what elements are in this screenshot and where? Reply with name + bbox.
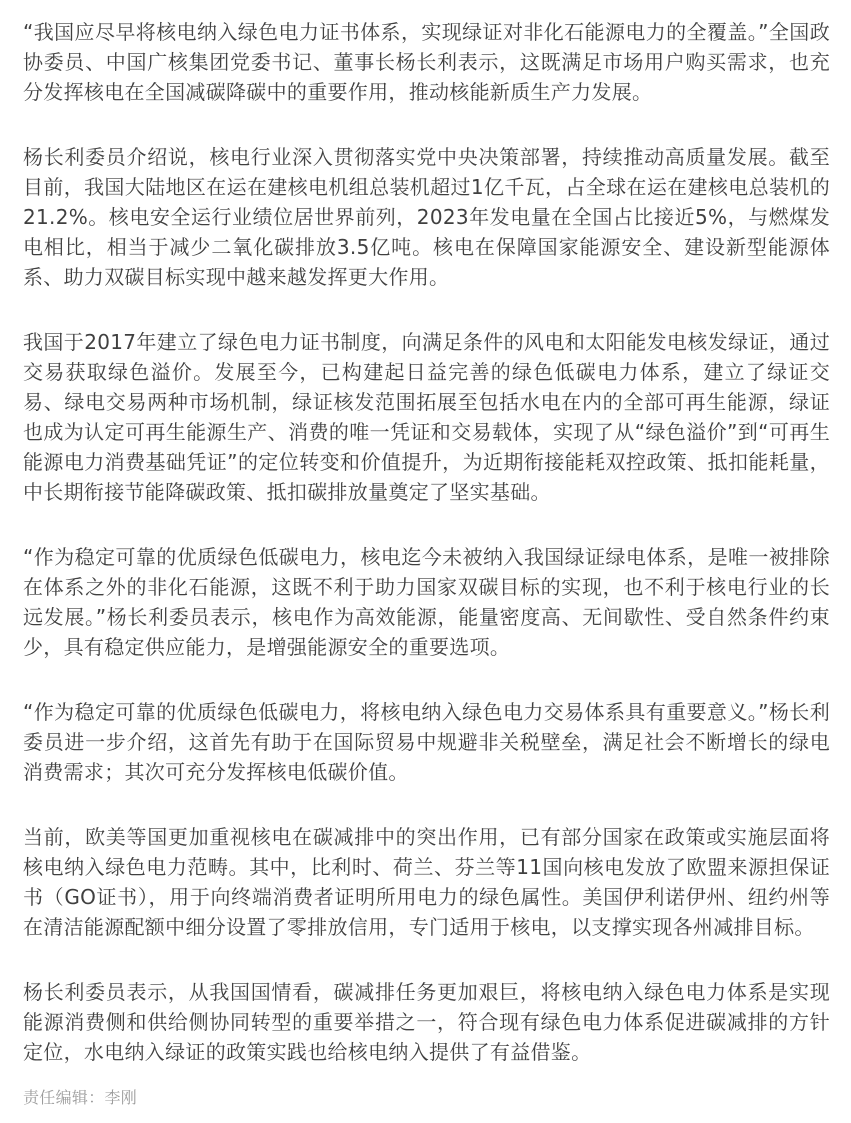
article-paragraph-5: “作为稳定可靠的优质绿色低碳电力，将核电纳入绿色电力交易体系具有重要意义。”杨长利委员进一步介绍，这首先有助于在国际贸易中规避非关税壁垒，满足社会不断增长的绿电消费需求；其次可充分发挥核电低碳价值。	[23, 700, 830, 784]
article-paragraph-6: 当前，欧美等国更加重视核电在碳减排中的突出作用，已有部分国家在政策或实施层面将核电纳入绿色电力范畴。其中，比利时、荷兰、芬兰等11国向核电发放了欧盟来源担保证书（GO证书），用于向终端消费者证明所用电力的绿色属性。美国伊利诺伊州、纽约州等在清洁能源配额中细分设置了零排放信用，专门适用于核电，以支撑实现各州减排目标。	[23, 825, 830, 939]
editor-credit: 责任编辑：李刚	[23, 1088, 138, 1107]
article-paragraph-3: 我国于2017年建立了绿色电力证书制度，向满足条件的风电和太阳能发电核发绿证，通过交易获取绿色溢价。发展至今，已构建起日益完善的绿色低碳电力体系，建立了绿证交易、绿电交易两种市场机制，绿证核发范围拓展至包括水电在内的全部可再生能源，绿证也成为认定可再生能源生产、消费的唯一凭证和交易载体，实现了从“绿色溢价”到“可再生能源电力消费基础凭证”的定位转变和价值提升，为近期衔接能耗双控政策、抵扣能耗量，中长期衔接节能降碳政策、抵扣碳排放量奠定了坚实基础。	[23, 330, 830, 504]
article-paragraph-2: 杨长利委员介绍说，核电行业深入贯彻落实党中央决策部署，持续推动高质量发展。截至目前，我国大陆地区在运在建核电机组总装机超过1亿千瓦，占全球在运在建核电总装机的21.2%。核电安全运行业绩位居世界前列，2023年发电量在全国占比接近5%，与燃煤发电相比，相当于减少二氧化碳排放3.5亿吨。核电在保障国家能源安全、建设新型能源体系、助力双碳目标实现中越来越发挥更大作用。	[23, 145, 830, 289]
article-paragraph-4: “作为稳定可靠的优质绿色低碳电力，核电迄今未被纳入我国绿证绿电体系，是唯一被排除在体系之外的非化石能源，这既不利于助力国家双碳目标的实现，也不利于核电行业的长远发展。”杨长利委员表示，核电作为高效能源，能量密度高、无间歇性、受自然条件约束少，具有稳定供应能力，是增强能源安全的重要选项。	[23, 545, 830, 659]
article-paragraph-1: “我国应尽早将核电纳入绿色电力证书体系，实现绿证对非化石能源电力的全覆盖。”全国政协委员、中国广核集团党委书记、董事长杨长利表示，这既满足市场用户购买需求，也充分发挥核电在全国减碳降碳中的重要作用，推动核能新质生产力发展。	[23, 20, 830, 104]
article-paragraph-7: 杨长利委员表示，从我国国情看，碳减排任务更加艰巨，将核电纳入绿色电力体系是实现能源消费侧和供给侧协同转型的重要举措之一，符合现有绿色电力体系促进碳减排的方针定位，水电纳入绿证的政策实践也给核电纳入提供了有益借鉴。	[23, 980, 830, 1064]
